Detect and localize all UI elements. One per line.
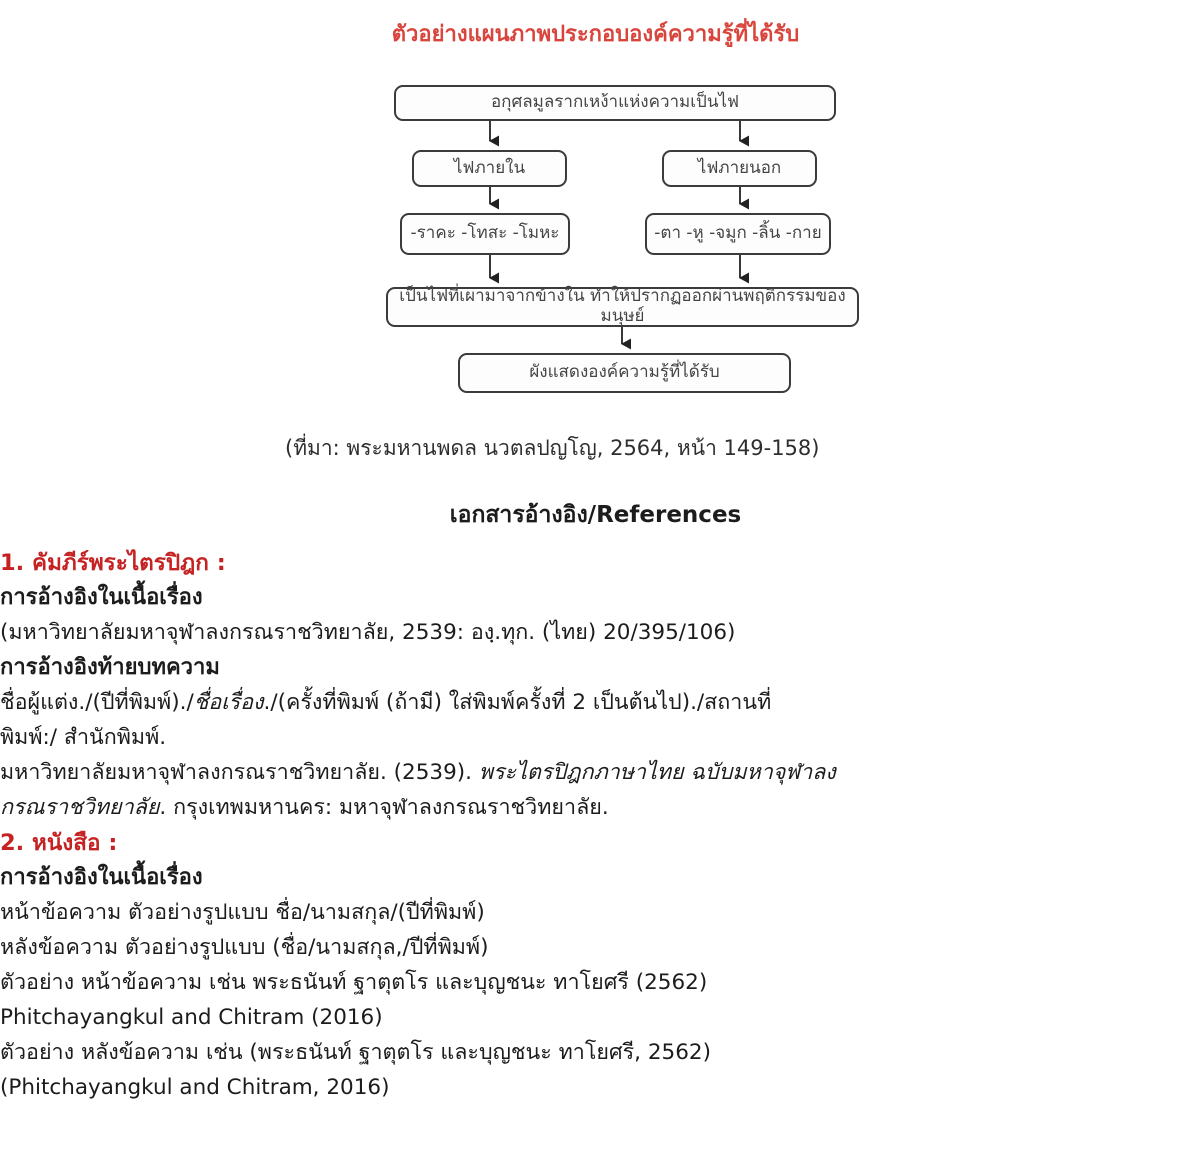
flowchart-box-final: ผังแสดงองค์ความรู้ที่ได้รับ [458, 353, 791, 393]
flowchart-source-caption: (ที่มา: พระมหานพดล นวตลปญโญ, 2564, หน้า 149-158) [285, 436, 820, 460]
section2-line6: (Phitchayangkul and Chitram, 2016) [0, 1075, 390, 1100]
section2-in-text-label: การอ้างอิงในเนื้อเรื่อง [0, 865, 203, 890]
section2-line1: หน้าข้อความ ตัวอย่างรูปแบบ ชื่อ/นามสกุล/(ปีที่พิมพ์) [0, 900, 485, 925]
section2-line2: หลังข้อความ ตัวอย่างรูปแบบ (ชื่อ/นามสกุล,/ปีที่พิมพ์) [0, 935, 489, 960]
flowchart-box-external-fire: ไฟภายนอก [662, 150, 817, 187]
section1-title: 1. คัมภีร์พระไตรปิฎก : [0, 550, 226, 576]
section1-in-text-label: การอ้างอิงในเนื้อเรื่อง [0, 585, 203, 610]
section2-line5: ตัวอย่าง หลังข้อความ เช่น (พระธนันท์ ฐาตุตโร และบุญชนะ ทาโยศรี, 2562) [0, 1040, 711, 1065]
references-heading: เอกสารอ้างอิง/References [449, 502, 742, 528]
section1-bib-line2: กรณราชวิทยาลัย. กรุงเทพมหานคร: มหาจุฬาลงกรณราชวิทยาลัย. [0, 795, 609, 820]
section2-title: 2. หนังสือ : [0, 830, 118, 856]
flowchart-box-root: อกุศลมูลรากเหง้าแห่งความเป็นไฟ [394, 85, 836, 121]
page-title: ตัวอย่างแผนภาพประกอบองค์ความรู้ที่ได้รับ [391, 22, 800, 47]
section1-end-text-label: การอ้างอิงท้ายบทความ [0, 655, 220, 680]
section1-format-line2: พิมพ์:/ สำนักพิมพ์. [0, 725, 167, 750]
references-body [0, 498, 1191, 1106]
section2-line4: Phitchayangkul and Chitram (2016) [0, 1005, 383, 1030]
flowchart-box-external-senses: -ตา -หู -จมูก -ลิ้น -กาย [645, 213, 831, 255]
section1-format-line1: ชื่อผู้แต่ง./(ปีที่พิมพ์)./ชื่อเรื่อง./(ครั้งที่พิมพ์ (ถ้ามี) ใส่พิมพ์ครั้งที่ 2 เป็นต้นไป)./สถานที่ [0, 690, 772, 715]
knowledge-flowchart [385, 82, 863, 394]
section2-line3: ตัวอย่าง หน้าข้อความ เช่น พระธนันท์ ฐาตุตโร และบุญชนะ ทาโยศรี (2562) [0, 970, 708, 995]
flowchart-box-internal-fire: ไฟภายใน [412, 150, 567, 187]
section1-bib-line1: มหาวิทยาลัยมหาจุฬาลงกรณราชวิทยาลัย. (2539). พระไตรปิฎกภาษาไทย ฉบับมหาจุฬาลง [0, 760, 836, 785]
section1-in-text-example: (มหาวิทยาลัยมหาจุฬาลงกรณราชวิทยาลัย, 2539: องฺ.ทุก. (ไทย) 20/395/106) [0, 620, 736, 645]
flowchart-box-internal-causes: -ราคะ -โทสะ -โมหะ [400, 213, 570, 255]
flowchart-box-summary: เป็นไฟที่เผามาจากข้างใน ทำให้ปรากฏออกผ่านพฤติกรรมของมนุษย์ [386, 287, 859, 327]
